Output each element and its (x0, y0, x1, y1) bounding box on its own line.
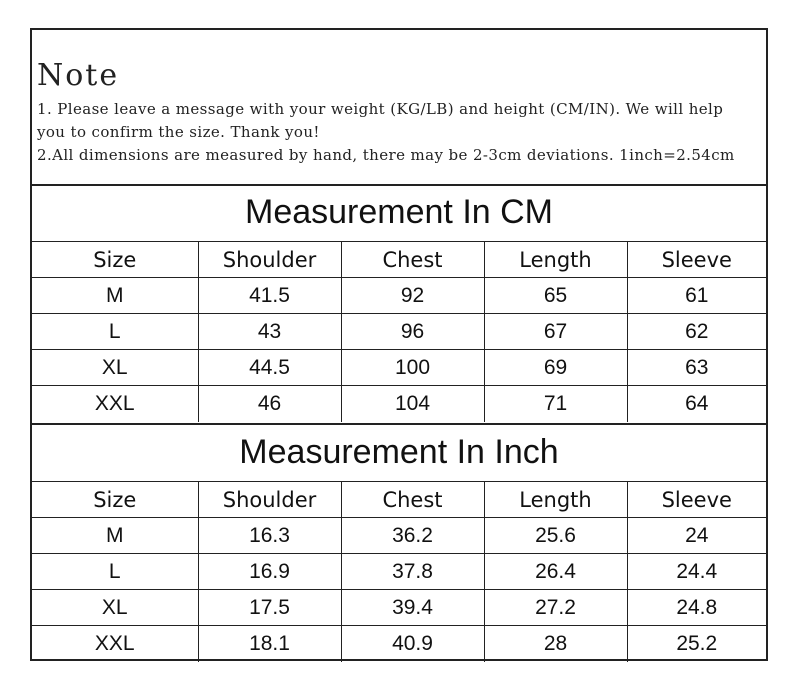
cm-header-row (32, 242, 766, 278)
table-row (32, 314, 766, 350)
measurement-cell: 46 (198, 386, 341, 422)
inch-header-row (32, 482, 766, 518)
measurement-cell: 27.2 (484, 590, 627, 626)
inch-header-cell: Size (32, 482, 198, 518)
cm-section-title: Measurement In CM (245, 193, 553, 231)
measurement-cell: 44.5 (198, 350, 341, 386)
size-cell: M (32, 278, 198, 314)
measurement-cell: 16.3 (198, 518, 341, 554)
inch-section-title: Measurement In Inch (239, 433, 559, 471)
size-cell: L (32, 314, 198, 350)
cm-table (32, 241, 766, 422)
cm-header-cell: Shoulder (198, 242, 341, 278)
measurement-cell: 41.5 (198, 278, 341, 314)
table-row (32, 590, 766, 626)
measurement-cell: 18.1 (198, 626, 341, 662)
inch-header-cell: Length (484, 482, 627, 518)
measurement-cell: 63 (627, 350, 766, 386)
size-chart (30, 28, 768, 661)
size-cell: XXL (32, 386, 198, 422)
measurement-cell: 61 (627, 278, 766, 314)
measurement-cell: 62 (627, 314, 766, 350)
size-cell: XL (32, 590, 198, 626)
note-title: Note (37, 58, 120, 93)
size-cell: XL (32, 350, 198, 386)
cm-header-cell: Chest (341, 242, 484, 278)
measurement-cell: 37.8 (341, 554, 484, 590)
measurement-cell: 17.5 (198, 590, 341, 626)
table-row (32, 350, 766, 386)
measurement-cell: 100 (341, 350, 484, 386)
inch-header-cell: Chest (341, 482, 484, 518)
measurement-cell: 71 (484, 386, 627, 422)
table-row (32, 278, 766, 314)
note-line-1: 1. Please leave a message with your weight (KG/LB) and height (CM/IN). We will help (37, 100, 724, 118)
measurement-cell: 24.8 (627, 590, 766, 626)
size-cell: XXL (32, 626, 198, 662)
cm-header-cell: Sleeve (627, 242, 766, 278)
measurement-cell: 64 (627, 386, 766, 422)
size-cell: L (32, 554, 198, 590)
inch-header-cell: Shoulder (198, 482, 341, 518)
measurement-cell: 39.4 (341, 590, 484, 626)
table-row (32, 386, 766, 422)
cm-header-cell: Length (484, 242, 627, 278)
table-row (32, 626, 766, 662)
cm-header-cell: Size (32, 242, 198, 278)
measurement-cell: 92 (341, 278, 484, 314)
table-row (32, 554, 766, 590)
note-line-2: you to confirm the size. Thank you! (37, 123, 320, 141)
inch-header-cell: Sleeve (627, 482, 766, 518)
size-cell: M (32, 518, 198, 554)
measurement-cell: 25.2 (627, 626, 766, 662)
measurement-cell: 40.9 (341, 626, 484, 662)
measurement-cell: 26.4 (484, 554, 627, 590)
table-row (32, 518, 766, 554)
measurement-cell: 24 (627, 518, 766, 554)
measurement-cell: 65 (484, 278, 627, 314)
section-divider (32, 423, 766, 425)
measurement-cell: 16.9 (198, 554, 341, 590)
measurement-cell: 104 (341, 386, 484, 422)
measurement-cell: 25.6 (484, 518, 627, 554)
measurement-cell: 36.2 (341, 518, 484, 554)
measurement-cell: 43 (198, 314, 341, 350)
measurement-cell: 24.4 (627, 554, 766, 590)
note-section (32, 30, 766, 186)
measurement-cell: 28 (484, 626, 627, 662)
measurement-cell: 96 (341, 314, 484, 350)
measurement-cell: 67 (484, 314, 627, 350)
note-line-3: 2.All dimensions are measured by hand, there may be 2-3cm deviations. 1inch=2.54cm (37, 146, 735, 164)
inch-table (32, 481, 766, 662)
measurement-cell: 69 (484, 350, 627, 386)
